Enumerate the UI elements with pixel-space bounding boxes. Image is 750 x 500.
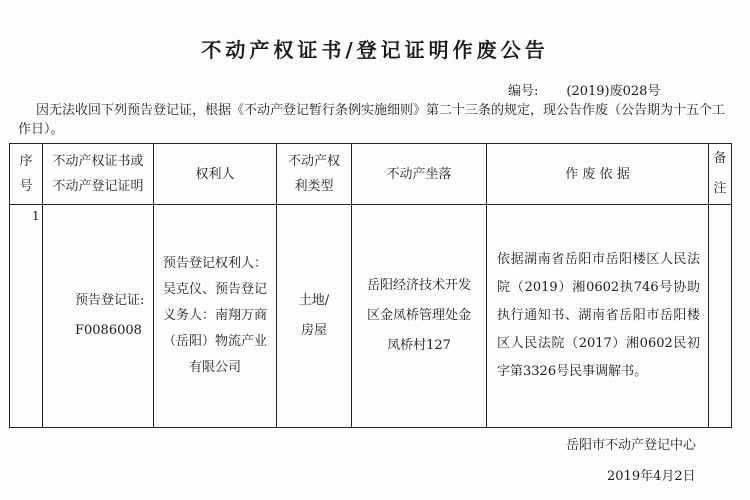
row-right-type-cell [277, 205, 352, 428]
header-remark-line1: 备 [713, 151, 727, 166]
header-basis: 作 废 依 据 [487, 144, 709, 205]
row-basis: 依据湖南省岳阳市岳阳楼区人民法院（2019）湘0602执746号协助执行通知书、湖南省岳阳市岳阳楼区人民法院（2017）湘0602民初字第3326号民事调解书。 [487, 205, 709, 428]
table-row [10, 205, 732, 428]
header-right-type [277, 144, 352, 205]
header-certificate-line1: 不动产权证书或 [52, 154, 144, 169]
document-number-label: 编号: [508, 84, 539, 99]
page-title: 不动产权证书/登记证明作废公告 [201, 38, 549, 62]
void-certificate-table [9, 143, 732, 428]
row-location: 岳阳经济技术开发区金凤桥管理处金凤桥村127 [352, 205, 487, 428]
row-seq: 1 [32, 209, 40, 223]
header-seq-line1: 序 [19, 154, 33, 169]
document-number [508, 80, 660, 99]
header-seq [10, 144, 43, 205]
table-header-row [10, 144, 732, 205]
row-seq-cell [10, 205, 43, 428]
intro-paragraph: 因无法收回下列预告登记证，根据《不动产登记暂行条例实施细则》第二十三条的规定，现公告作废（公告期为十五个工作日）。 [18, 103, 726, 137]
header-remark-line2: 注 [713, 181, 727, 196]
header-certificate [43, 144, 154, 205]
row-right-type-line2: 房屋 [300, 323, 327, 338]
header-remark [709, 144, 732, 205]
document-number-value: (2019)废028号 [566, 84, 661, 99]
issuing-organization: 岳阳市不动产登记中心 [566, 438, 697, 453]
header-certificate-line2: 不动产登记证明 [52, 179, 144, 194]
row-certificate-cell [43, 205, 154, 428]
header-location: 不动产坐落 [352, 144, 487, 205]
row-holder: 预告登记权利人：吴克仪、预告登记义务人：南翔万商（岳阳）物流产业有限公司 [154, 205, 277, 428]
header-holder: 权利人 [154, 144, 277, 205]
header-right-type-line1: 不动产权 [287, 154, 340, 169]
issue-date: 2019年4月2日 [607, 469, 696, 484]
header-right-type-line2: 利类型 [294, 179, 334, 194]
row-certificate-type: 预告登记证: [75, 293, 145, 308]
row-remark [709, 205, 732, 428]
row-right-type-line1: 土地/ [298, 293, 330, 308]
header-seq-line2: 号 [19, 179, 33, 194]
row-certificate-number: F0086008 [75, 323, 142, 338]
